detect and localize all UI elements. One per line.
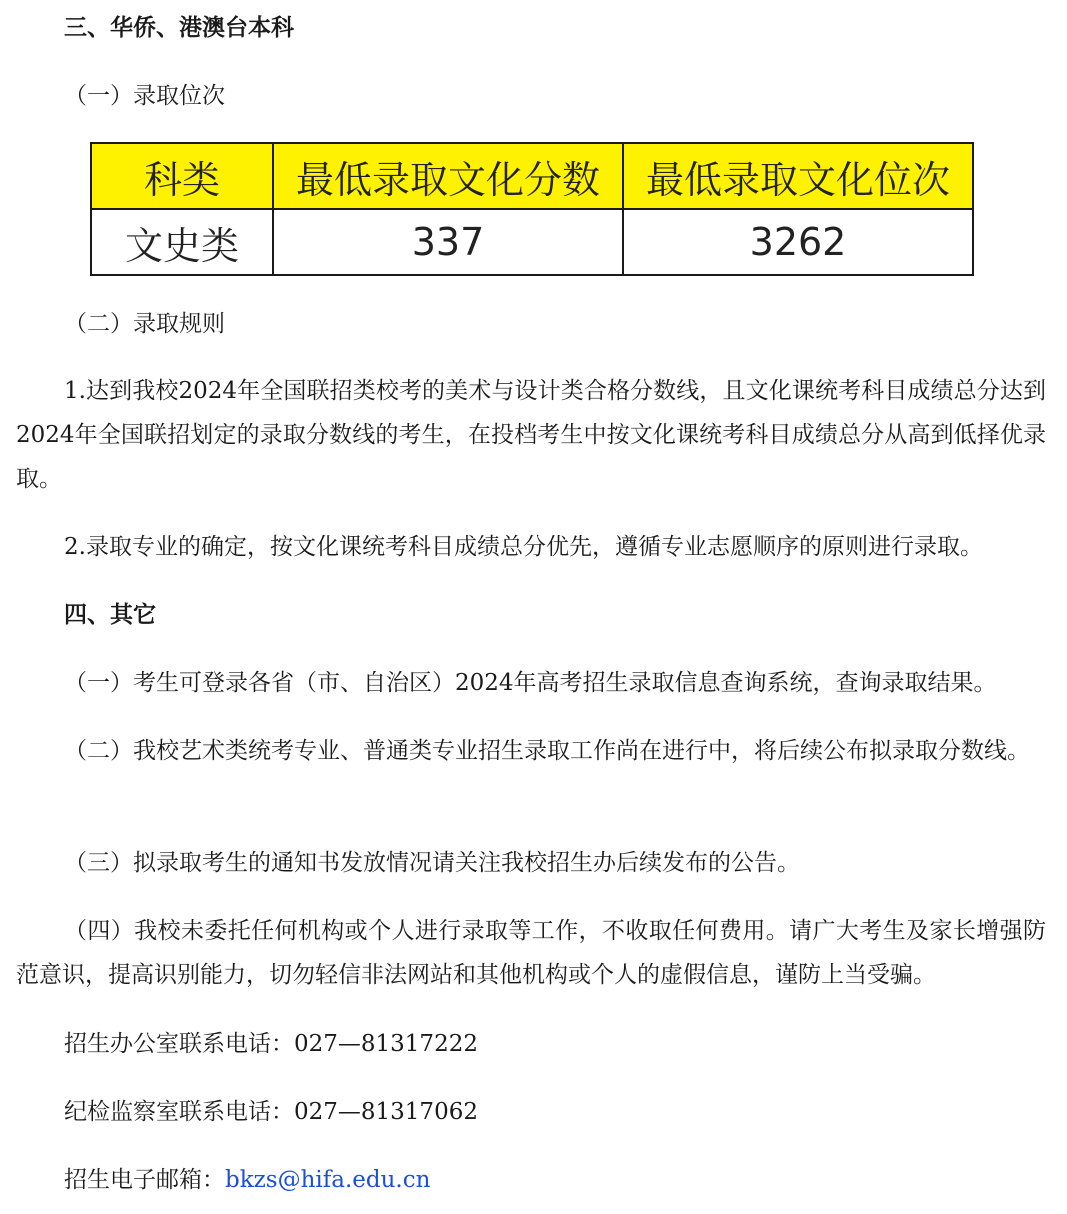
section-3-title: 三、华侨、港澳台本科 [64, 14, 294, 41]
rule-2-paragraph: 2.录取专业的确定，按文化课统考科目成绩总分优先，遵循专业志愿顺序的原则进行录取。 [64, 534, 983, 560]
other-item-3: （三）拟录取考生的通知书发放情况请关注我校招生办后续发布的公告。 [64, 850, 800, 876]
rule-1-paragraph: 1.达到我校2024年全国联招类校考的美术与设计类合格分数线，且文化课统考科目成绩总分达到2024年全国联招划定的录取分数线的考生，在投档考生中按文化课统考科目成绩总分从高到低择优录取。 [16, 378, 1046, 492]
other-item-2: （二）我校艺术类统考专业、普通类专业招生录取工作尚在进行中，将后续公布拟录取分数线。 [64, 738, 1030, 764]
other-item-1: （一）考生可登录各省（市、自治区）2024年高考招生录取信息查询系统，查询录取结果。 [64, 670, 997, 696]
discipline-office-phone [16, 1090, 1067, 1134]
other-item-4: （四）我校未委托任何机构或个人进行录取等工作，不收取任何费用。请广大考生及家长增强防范意识，提高识别能力，切勿轻信非法网站和其他机构或个人的虚假信息，谨防上当受骗。 [16, 918, 1046, 988]
admissions-phone-number: 027—81317222 [294, 1031, 478, 1057]
admissions-office-phone [16, 1022, 1067, 1066]
table-header-category: 科类 [91, 143, 273, 209]
discipline-phone-label: 纪检监察室联系电话： [64, 1099, 294, 1125]
subsection-admission-rules: （二）录取规则 [64, 311, 225, 337]
table-header-row [91, 143, 973, 209]
admissions-email [16, 1158, 1067, 1202]
table-header-min-rank: 最低录取文化位次 [623, 143, 973, 209]
cell-min-rank: 3262 [623, 209, 973, 275]
email-link[interactable]: bkzs@hifa.edu.cn [225, 1167, 431, 1193]
section-4-title: 四、其它 [64, 601, 156, 628]
cell-category: 文史类 [91, 209, 273, 275]
table-header-min-score: 最低录取文化分数 [273, 143, 623, 209]
subsection-admission-rank: （一）录取位次 [64, 83, 225, 109]
table-row [91, 209, 973, 275]
admission-score-table [90, 142, 974, 276]
email-label: 招生电子邮箱： [64, 1167, 225, 1193]
cell-min-score: 337 [273, 209, 623, 275]
discipline-phone-number: 027—81317062 [294, 1099, 478, 1125]
admissions-phone-label: 招生办公室联系电话： [64, 1031, 294, 1057]
